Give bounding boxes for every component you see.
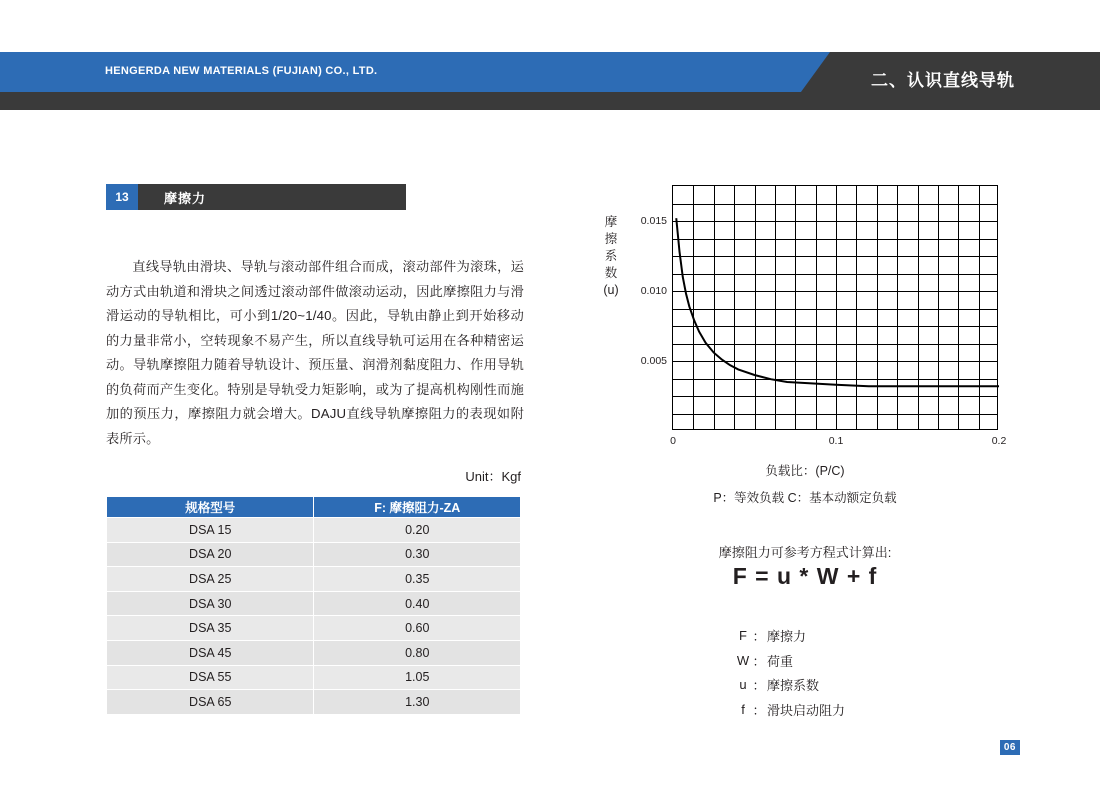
chart-gridline-vertical — [897, 186, 898, 429]
table-cell-friction: 0.35 — [314, 567, 521, 592]
chart-gridline-horizontal — [673, 239, 997, 240]
chart-y-axis-label-char: (u) — [603, 283, 619, 297]
formula-legend-symbol: F — [739, 627, 747, 643]
formula-legend-symbol: u — [739, 677, 747, 693]
section-label: 摩擦力 — [164, 190, 207, 206]
formula-legend-description: 摩擦力 — [767, 628, 807, 644]
formula-legend-symbol: W — [736, 652, 750, 668]
chart-y-axis-label-char: 擦 — [604, 232, 618, 246]
section-number: 13 — [106, 184, 138, 210]
body-paragraph: 直线导轨由滑块、导轨与滚动部件组合而成，滚动部件为滚珠，运动方式由轨道和滑块之间透过滚动部件做滚动运动，因此摩擦阻力与滑滑运动的导轨相比，可小到1/20~1/40。因此，导轨由静止到开始移动的力量非常小，空转现象不易产生，所以直线导轨可运用在各种精密运动。导轨摩擦阻力随着导轨设计、预压量、润滑剂黏度阻力、作用导轨的负荷而产生变化。特别是导轨受力矩影响，或为了提高机构刚性而施加的预压力，摩擦阻力就会增大。DAJU直线导轨摩擦阻力的表现如附表所示。 — [106, 259, 524, 446]
friction-coefficient-chart — [590, 170, 1020, 460]
table-cell-friction: 0.60 — [314, 616, 521, 641]
company-name: HENGERDA NEW MATERIALS (FUJIAN) CO., LTD. — [105, 65, 378, 77]
table-cell-friction: 0.20 — [314, 518, 521, 543]
chart-caption-load-ratio: 负载比：(P/C) — [765, 464, 845, 478]
formula-legend-row — [735, 648, 845, 673]
table-cell-model: DSA 55 — [107, 665, 314, 690]
chart-gridline-vertical — [918, 186, 919, 429]
chart-gridline-vertical — [836, 186, 837, 429]
chart-y-axis-label — [600, 214, 622, 299]
chart-y-tick-label: 0.015 — [640, 215, 667, 227]
section-heading — [106, 184, 406, 210]
table-cell-friction: 0.40 — [314, 591, 521, 616]
chart-x-tick-label: 0.2 — [991, 435, 1007, 447]
chart-caption-definitions: P：等效负载 C：基本动额定负载 — [713, 491, 897, 505]
chart-gridline-horizontal — [673, 361, 997, 362]
table-row — [107, 591, 521, 616]
chart-gridline-horizontal — [673, 221, 997, 222]
formula-legend-row — [735, 673, 845, 698]
table-cell-model: DSA 35 — [107, 616, 314, 641]
friction-resistance-table — [106, 496, 521, 715]
table-cell-model: DSA 20 — [107, 542, 314, 567]
chart-gridline-horizontal — [673, 414, 997, 415]
chart-gridline-vertical — [816, 186, 817, 429]
chart-gridline-vertical — [938, 186, 939, 429]
table-row — [107, 542, 521, 567]
chart-gridline-vertical — [734, 186, 735, 429]
table-row — [107, 518, 521, 543]
formula-legend-colon: ： — [752, 653, 766, 669]
formula-expression: F = u * W + f — [732, 563, 878, 589]
chart-gridline-vertical — [958, 186, 959, 429]
formula-legend-colon: ： — [752, 678, 766, 694]
table-row — [107, 665, 521, 690]
table-cell-friction: 1.05 — [314, 665, 521, 690]
table-cell-model: DSA 30 — [107, 591, 314, 616]
formula-intro: 摩擦阻力可参考方程式计算出: — [718, 545, 892, 560]
formula-legend-row — [735, 623, 845, 648]
page-header — [0, 52, 1100, 110]
chart-gridline-vertical — [714, 186, 715, 429]
chart-gridline-vertical — [856, 186, 857, 429]
chart-gridline-horizontal — [673, 204, 997, 205]
chart-x-tick-label: 0.1 — [828, 435, 844, 447]
chart-gridline-horizontal — [673, 256, 997, 257]
chart-y-axis-label-char: 摩 — [604, 215, 618, 229]
chart-gridline-horizontal — [673, 396, 997, 397]
table-cell-friction: 0.30 — [314, 542, 521, 567]
table-cell-model: DSA 25 — [107, 567, 314, 592]
table-cell-model: DSA 65 — [107, 690, 314, 715]
table-header-friction: F: 摩擦阻力-ZA — [314, 497, 521, 518]
chart-gridline-horizontal — [673, 309, 997, 310]
chart-gridline-horizontal — [673, 379, 997, 380]
table-row — [107, 640, 521, 665]
chart-gridline-horizontal — [673, 344, 997, 345]
chart-plot-area — [640, 185, 1007, 447]
chapter-title: 二、认识直线导轨 — [871, 71, 1015, 90]
chart-y-axis-label-char: 数 — [604, 266, 618, 280]
table-header-row — [107, 497, 521, 518]
formula-legend-row — [735, 697, 845, 722]
chart-gridline-horizontal — [673, 274, 997, 275]
formula-legend — [735, 623, 845, 722]
formula-legend-symbol: f — [741, 702, 745, 718]
chart-gridline-vertical — [877, 186, 878, 429]
chart-gridline-vertical — [755, 186, 756, 429]
table-cell-friction: 1.30 — [314, 690, 521, 715]
table-header-model: 规格型号 — [107, 497, 314, 518]
chart-y-tick-label: 0.010 — [640, 285, 667, 297]
chart-gridline-vertical — [795, 186, 796, 429]
formula-legend-description: 滑块启动阻力 — [767, 703, 846, 719]
table-row — [107, 690, 521, 715]
formula-legend-description: 摩擦系数 — [767, 678, 820, 694]
chart-gridline-horizontal — [673, 326, 997, 327]
chart-gridline-vertical — [775, 186, 776, 429]
chart-gridline-vertical — [693, 186, 694, 429]
formula-legend-colon: ： — [752, 628, 766, 644]
chart-gridline-vertical — [979, 186, 980, 429]
table-cell-friction: 0.80 — [314, 640, 521, 665]
table-cell-model: DSA 45 — [107, 640, 314, 665]
page-number: 06 — [1000, 740, 1020, 755]
table-row — [107, 616, 521, 641]
chart-y-tick-label: 0.005 — [640, 355, 667, 367]
formula-legend-description: 荷重 — [767, 653, 794, 669]
chart-gridline-horizontal — [673, 291, 997, 292]
table-row — [107, 567, 521, 592]
table-unit-label: Unit：Kgf — [465, 469, 521, 484]
table-cell-model: DSA 15 — [107, 518, 314, 543]
chart-x-tick-label: 0 — [670, 435, 676, 447]
formula-legend-colon: ： — [752, 703, 766, 719]
chart-y-axis-label-char: 系 — [604, 249, 618, 263]
